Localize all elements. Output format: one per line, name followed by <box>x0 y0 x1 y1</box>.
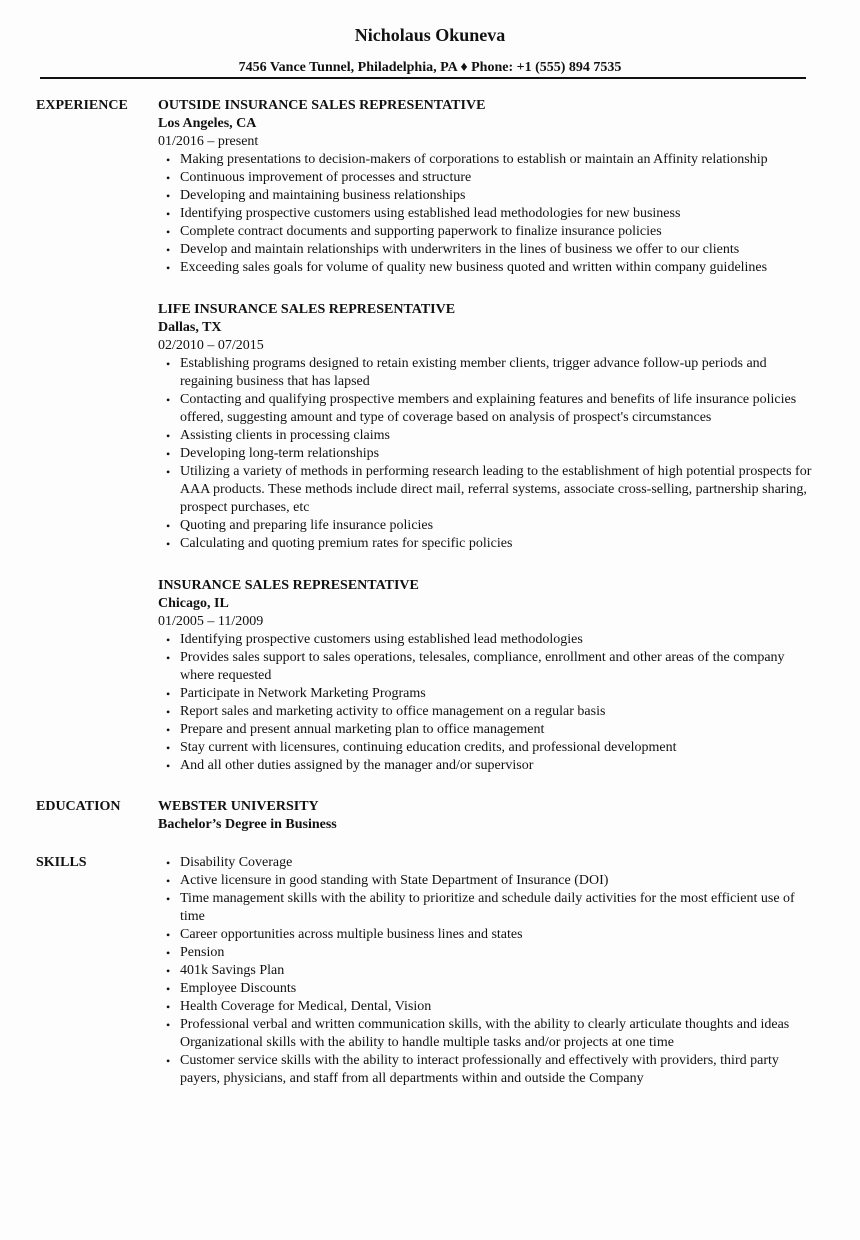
bullet-item: • Identifying prospective customers using established lead methodologies <box>180 631 820 649</box>
job-entry <box>158 97 826 277</box>
bullet-item: • Identifying prospective customers using established lead methodologies for new business <box>180 205 820 223</box>
section-label: SKILLS <box>36 855 87 870</box>
skill-item: • Customer service skills with the ability to interact professionally and effectively with providers, third party payers, physicians, and staff from all departments within and outside the Company <box>180 1052 820 1088</box>
bullet-item: • Participate in Network Marketing Programs <box>180 685 820 703</box>
job-title: OUTSIDE INSURANCE SALES REPRESENTATIVE <box>158 98 486 113</box>
experience-section <box>36 97 826 799</box>
contact-line: 7456 Vance Tunnel, Philadelphia, PA ♦ Phone: +1 (555) 894 7535 <box>238 60 622 75</box>
section-label: EXPERIENCE <box>36 98 128 113</box>
job-dates: 01/2016 – present <box>158 134 259 149</box>
skill-item: • Professional verbal and written communication skills, with the ability to clearly articulate thoughts and ideas Organizational skills with the ability to handle multiple tasks and/or projects at one time <box>180 1016 820 1052</box>
bullet-item: • Continuous improvement of processes and structure <box>180 169 820 187</box>
bullet-item: • Utilizing a variety of methods in performing research leading to the establishment of high potential prospects for AAA products. These methods include direct mail, referral systems, associate cross-selling, partnership sharing, prospect purchases, etc <box>180 463 820 517</box>
skill-item: • Disability Coverage <box>180 854 820 872</box>
bullet-item: • Provides sales support to sales operations, telesales, compliance, enrollment and other areas of the company where requested <box>180 649 820 685</box>
job-dates: 01/2005 – 11/2009 <box>158 614 264 629</box>
education-section <box>36 798 826 834</box>
bullet-item: • Making presentations to decision-makers of corporations to establish or maintain an Affinity relationship <box>180 151 820 169</box>
bullet-item: • Prepare and present annual marketing plan to office management <box>180 721 820 739</box>
job-bullets <box>158 355 826 553</box>
skill-item: • Health Coverage for Medical, Dental, Vision <box>180 998 820 1016</box>
skills-section <box>36 854 826 1088</box>
section-label: EDUCATION <box>36 799 121 814</box>
skill-item: • Career opportunities across multiple business lines and states <box>180 926 820 944</box>
bullet-item: • Developing and maintaining business relationships <box>180 187 820 205</box>
skills-list <box>158 854 826 1088</box>
jobs-list <box>158 97 826 775</box>
job-bullets <box>158 151 826 277</box>
bullet-item: • Calculating and quoting premium rates for specific policies <box>180 535 820 553</box>
skill-item: • Employee Discounts <box>180 980 820 998</box>
skill-item: • 401k Savings Plan <box>180 962 820 980</box>
bullet-item: • Contacting and qualifying prospective members and explaining features and benefits of life insurance policies offered, suggesting amount and type of coverage based on analysis of prospect's circumstances <box>180 391 820 427</box>
skill-item: • Time management skills with the ability to prioritize and schedule daily activities for the most efficient use of time <box>180 890 820 926</box>
bullet-item: • Stay current with licensures, continuing education credits, and professional development <box>180 739 820 757</box>
skill-item: • Active licensure in good standing with State Department of Insurance (DOI) <box>180 872 820 890</box>
job-title: INSURANCE SALES REPRESENTATIVE <box>158 578 419 593</box>
bullet-item: • Developing long-term relationships <box>180 445 820 463</box>
bullet-item: • Establishing programs designed to retain existing member clients, trigger advance follow-up periods and regaining business that has lapsed <box>180 355 820 391</box>
school-name: WEBSTER UNIVERSITY <box>158 799 319 814</box>
job-dates: 02/2010 – 07/2015 <box>158 338 264 353</box>
job-bullets <box>158 631 826 775</box>
header-divider <box>40 77 806 79</box>
job-title: LIFE INSURANCE SALES REPRESENTATIVE <box>158 302 456 317</box>
job-entry <box>158 577 826 775</box>
job-entry <box>158 301 826 553</box>
job-location: Dallas, TX <box>158 320 222 335</box>
bullet-item: • Report sales and marketing activity to office management on a regular basis <box>180 703 820 721</box>
job-location: Chicago, IL <box>158 596 229 611</box>
bullet-item: • Develop and maintain relationships with underwriters in the lines of business we offer to our clients <box>180 241 820 259</box>
bullet-item: • Complete contract documents and supporting paperwork to finalize insurance policies <box>180 223 820 241</box>
candidate-name: Nicholaus Okuneva <box>354 25 506 45</box>
bullet-item: • Quoting and preparing life insurance policies <box>180 517 820 535</box>
bullet-item: • Exceeding sales goals for volume of quality new business quoted and written within company guidelines <box>180 259 820 277</box>
job-location: Los Angeles, CA <box>158 116 257 131</box>
skill-item: • Pension <box>180 944 820 962</box>
bullet-item: • Assisting clients in processing claims <box>180 427 820 445</box>
bullet-item: • And all other duties assigned by the manager and/or supervisor <box>180 757 820 775</box>
degree: Bachelor’s Degree in Business <box>158 817 337 832</box>
